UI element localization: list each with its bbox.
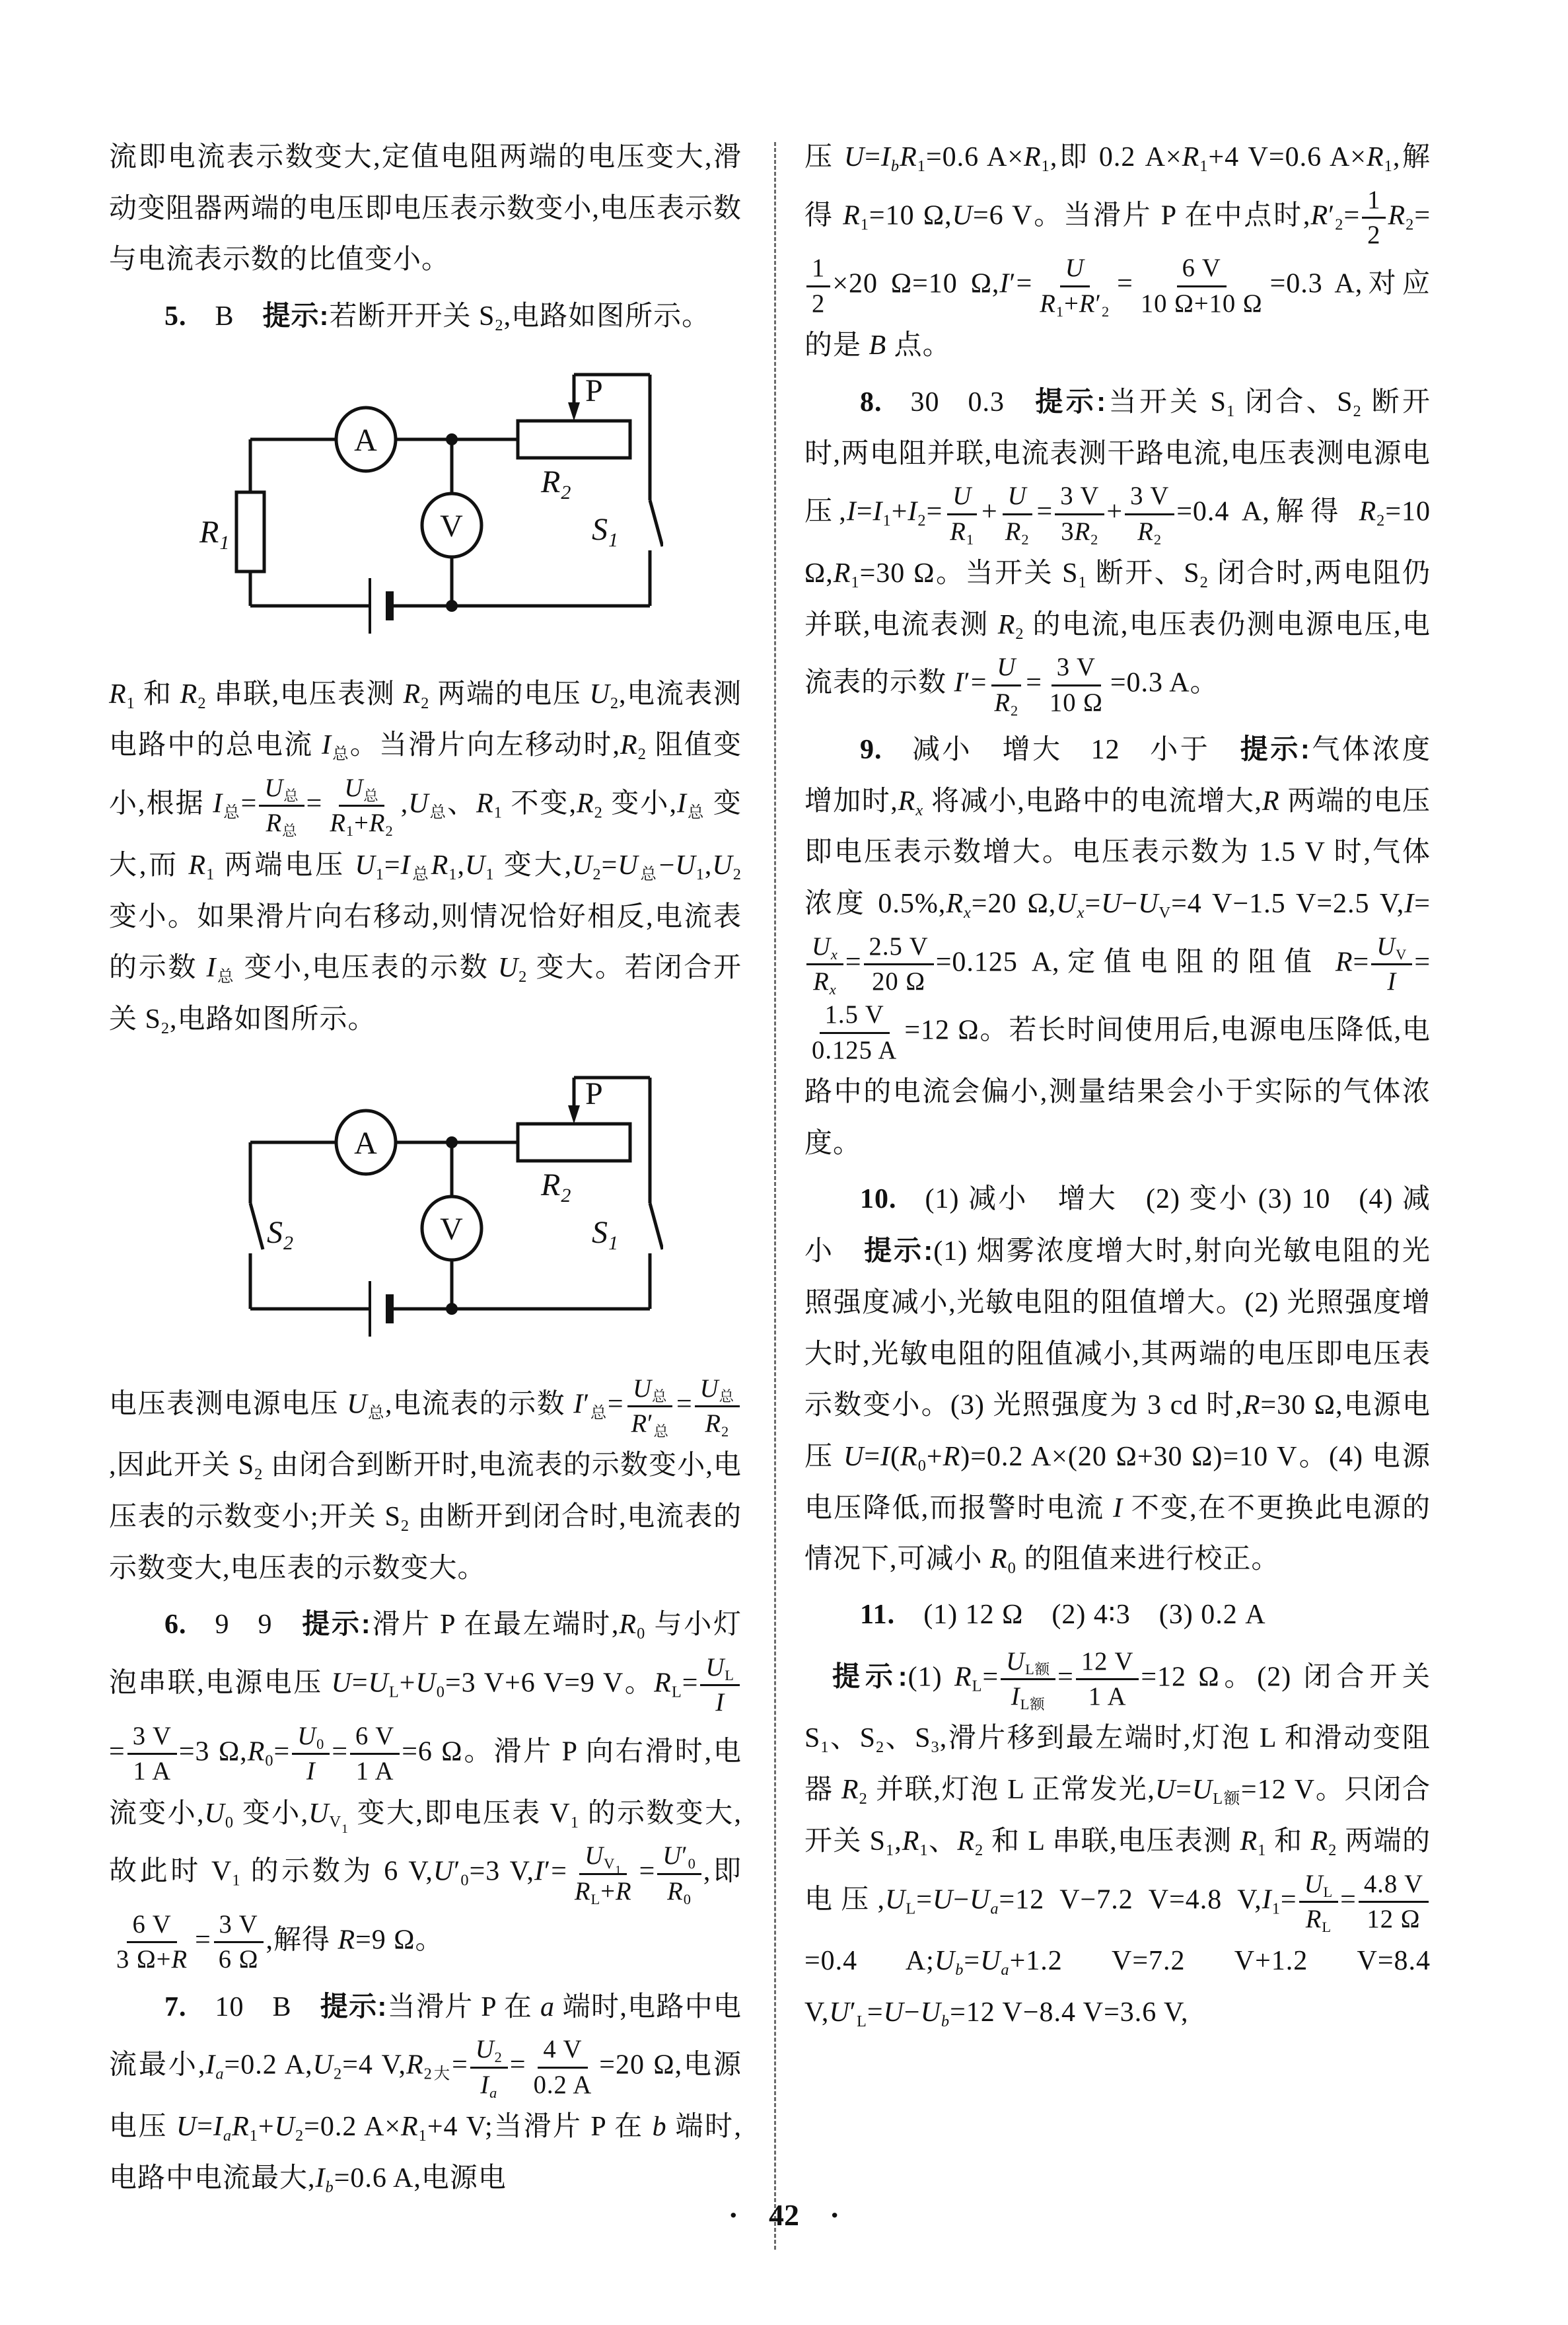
switch-s1-icon — [650, 1203, 662, 1249]
rheostat-icon — [518, 1124, 630, 1161]
paragraph-after-figure-2: 电压表测电源电压 $U_总$,电流表的示数 $I'_总=$ $\frac{U_总}{R'_总}$ = $\frac{U_总}{R_2}$ ,因此开关 $S_2$ 由闭合到断开时,电流表的示数变小,电压表的示数变小;开关 $S_2$ 由断开到闭合时,电流表的示数变大,电压表的示数变大。 — [109, 1374, 742, 1584]
ammeter-label: A — [354, 1125, 378, 1161]
answer-item-9: 9. 减小 增大 12 小于 提示:气体浓度增加时$,R_x$ 将减小,电路中的电流增大,R 两端的电压即电压表示数增大。电压表示数为 1.5 V 时,气体浓度 $0.5\%,R_x=20$ $\Omega,U_x=U-U_V=4$ V−1.5 V=2.5 V,I= $\frac{U_x}{R_x}$ = $\frac{2.5 V}{20 \Omega}$ =0.125 A,定值电阻的阻值 R= $\frac{U_V}{I}$ = $\frac{1.5 V}{0.125 A}$ =12 Ω。若长时间使用后,电源电压降低,电路中的电流会偏小,测量结果会小于实际的气体浓度。 — [804, 733, 1431, 1159]
figure-circuit-1 — [188, 367, 663, 657]
paragraph-item-7-continuation: 压 $U=I_bR_1=0.6$ $A\times R_1$,即 0.2 $A\times R_1+4$ V=0.6 $A\times R_1$,解得 $R_1=10$ Ω,U=6 V。当滑片 P 在中点时$,R'_2=$ $\frac{1}{2}$ $R_2=$ $\frac{1}{2}$ ×20 Ω=10 Ω,I′= $\frac{U}{R_1+R'_2}$ = $\frac{6 V}{10 \Omega+10 \Omega}$ =0.3 A,对应的是 B 点。 — [804, 142, 1431, 361]
rheostat-label: $R_2$ — [541, 1167, 572, 1206]
answer-item-7: 7. 10 B 提示:当滑片 P 在 a 端时,电路中电流最小$,I_a=0.2$ $A,U_2=4$ $V,R_{2大}=$ $\frac{U_2}{I_a}$ = $\frac{4 V}{0.2 A}$ =20 Ω,电源电压 $U=I_aR_1+U_2=0.2$ $A\times R_1+4$ V;当滑片 P 在 b 端时,电路中电流最大$,I_b=0.6$ A,电源电 — [109, 1990, 742, 2196]
voltmeter-label: V — [440, 508, 464, 544]
switch-s2-icon — [250, 1203, 263, 1249]
switch-s1-icon — [650, 500, 662, 546]
switch-s2-label: $S_2$ — [267, 1214, 294, 1254]
answer-item-11: 11. (1) 12 Ω (2) 4∶3 (3) 0.2 A — [860, 1600, 1266, 1631]
right-column — [804, 132, 1431, 2043]
page-number: · 42 · — [728, 2198, 840, 2232]
slider-label: P — [585, 1076, 604, 1111]
figure-circuit-2 — [188, 1070, 663, 1360]
circuit-diagram-2-icon — [188, 1070, 663, 1360]
voltmeter-label: V — [440, 1211, 464, 1247]
switch-s1-label: $S_1$ — [592, 1214, 619, 1254]
resistor-r1-icon — [236, 492, 264, 572]
rheostat-label: $R_2$ — [541, 464, 572, 503]
column-divider — [774, 142, 776, 2250]
circuit-diagram-1-icon — [188, 367, 663, 657]
paragraph-continuation-top: 流即电流表示数变大,定值电阻两端的电压变大,滑动变阻器两端的电压即电压表示数变小,电压表示数与电流表示数的比值变小。 — [109, 142, 742, 276]
switch-s1-label: $S_1$ — [592, 511, 619, 551]
answer-item-6: 6. 9 9 提示:滑片 P 在最左端时$,R_0$ 与小灯泡串联,电源电压 $U=U_L+U_0=3$ V+6 V=9 V。$R_L=$ $\frac{U_L}{I}$ = $\frac{3 V}{1 A}$ =3 $\Omega,R_0=$ $\frac{U_0}{I}$ = $\frac{6 V}{1 A}$ =6 Ω。滑片 P 向右滑时,电流变小$,U_0$ 变小$,U_{V_1}$ 变大,即电压表 $V_1$ 的示数变大,故此时 $V_1$ 的示数为 6 $V,U'_0=3$ V,I′= $\frac{U_{V_1}}{R_L+R}$ = $\frac{U'_0}{R_0}$ ,即 $\frac{6 V}{3 \Omega+R}$ = $\frac{3 V}{6 \Omega}$ ,解得 R=9 Ω。 — [109, 1608, 742, 1974]
answer-item-11-hint: 提示:(1) $R_L=$ $\frac{U_{L额}}{I_{L额}}$ = $\frac{12 V}{1 A}$ =12 Ω。(2) 闭合开关 $S_1$、$S_2$、$S_3$,滑片移到最左端时,灯泡 L 和滑动变阻器 $R_2$ 并联,灯泡 L 正常发光$,U=U_{L额}=12$ V。只闭合开关 $S_1,R_1$、$R_2$ 和 L 串联,电压表测 $R_1$ 和 $R_2$ 两端的电压$,U_L=U-U_a=12$ V−7.2 V=4.8 $V,I_1=$ $\frac{U_L}{R_L}$ = $\frac{4.8 V}{12 \Omega}$ =0.4 $A;U_b=U_a+1.2$ V=7.2 V+1.2 V=8.4 $V,U'_L=U-U_b=12$ V−8.4 V=3.6 V, — [804, 1647, 1431, 2030]
answer-item-10: 10. (1) 减小 增大 (2) 变小 (3) 10 (4) 减小 提示:(1) 烟雾浓度增大时,射向光敏电阻的光照强度减小,光敏电阻的阻值增大。(2) 光照强度增大时,光敏电阻的阻值减小,其两端的电压即电压表示数变小。(3) 光照强度为 3 cd 时,R=30 Ω,电源电压 $U=I(R_0+R)=0.2$ A×(20 Ω+30 Ω)=10 V。(4) 电源电压降低,而报警时电流 I 不变,在不更换此电源的情况下,可减小 $R_0$ 的阻值来进行校正。 — [804, 1183, 1431, 1578]
slider-arrow-icon — [568, 1105, 580, 1124]
slider-label: P — [585, 373, 604, 408]
resistor-r1-label: $R_1$ — [199, 514, 231, 554]
paragraph-after-figure-1: $R_1$ 和 $R_2$ 串联,电压表测 $R_2$ 两端的电压 $U_2$,电流表测电路中的总电流 $I_总$。当滑片向左移动时$,R_2$ 阻值变小,根据 $I_总=$ $\frac{U_总}{R_总}$ = $\frac{U_总}{R_1+R_2}$ $,U_总$、$R_1$ 不变$,R_2$ 变小$,I_总$ 变大,而 $R_1$ 两端电压 $U_1=I_总R_1,U_1$ 变大$,U_2=U_总-U_1,U_2$ 变小。如果滑片向右移动,则情况恰好相反,电流表的示数 $I_总$ 变小,电压表的示数 $U_2$ 变大。若闭合开关 $S_2$,电路如图所示。 — [109, 679, 742, 1037]
answer-item-5: 5. B 提示:若断开开关 $S_2$,电路如图所示。 — [164, 300, 711, 334]
slider-arrow-icon — [568, 402, 580, 421]
answer-item-8: 8. 30 0.3 提示:当开关 $S_1$ 闭合、$S_2$ 断开时,两电阻并联,电流表测干路电流,电压表测电源电压$,I=I_1+I_2=$ $\frac{U}{R_1}$ + $\frac{U}{R_2}$ = $\frac{3 V}{3R_2}$ + $\frac{3 V}{R_2}$ =0.4 A,解得 $R_2=10$ $\Omega,R_1=30$ Ω。当开关 $S_1$ 断开、$S_2$ 闭合时,两电阻仍并联,电流表测 $R_2$ 的电流,电压表仍测电源电压,电流表的示数 I′= $\frac{U}{R_2}$ = $\frac{3 V}{10 \Omega}$ =0.3 A。 — [804, 385, 1431, 719]
left-column — [109, 132, 742, 2208]
rheostat-icon — [518, 421, 630, 458]
ammeter-label: A — [354, 422, 378, 458]
